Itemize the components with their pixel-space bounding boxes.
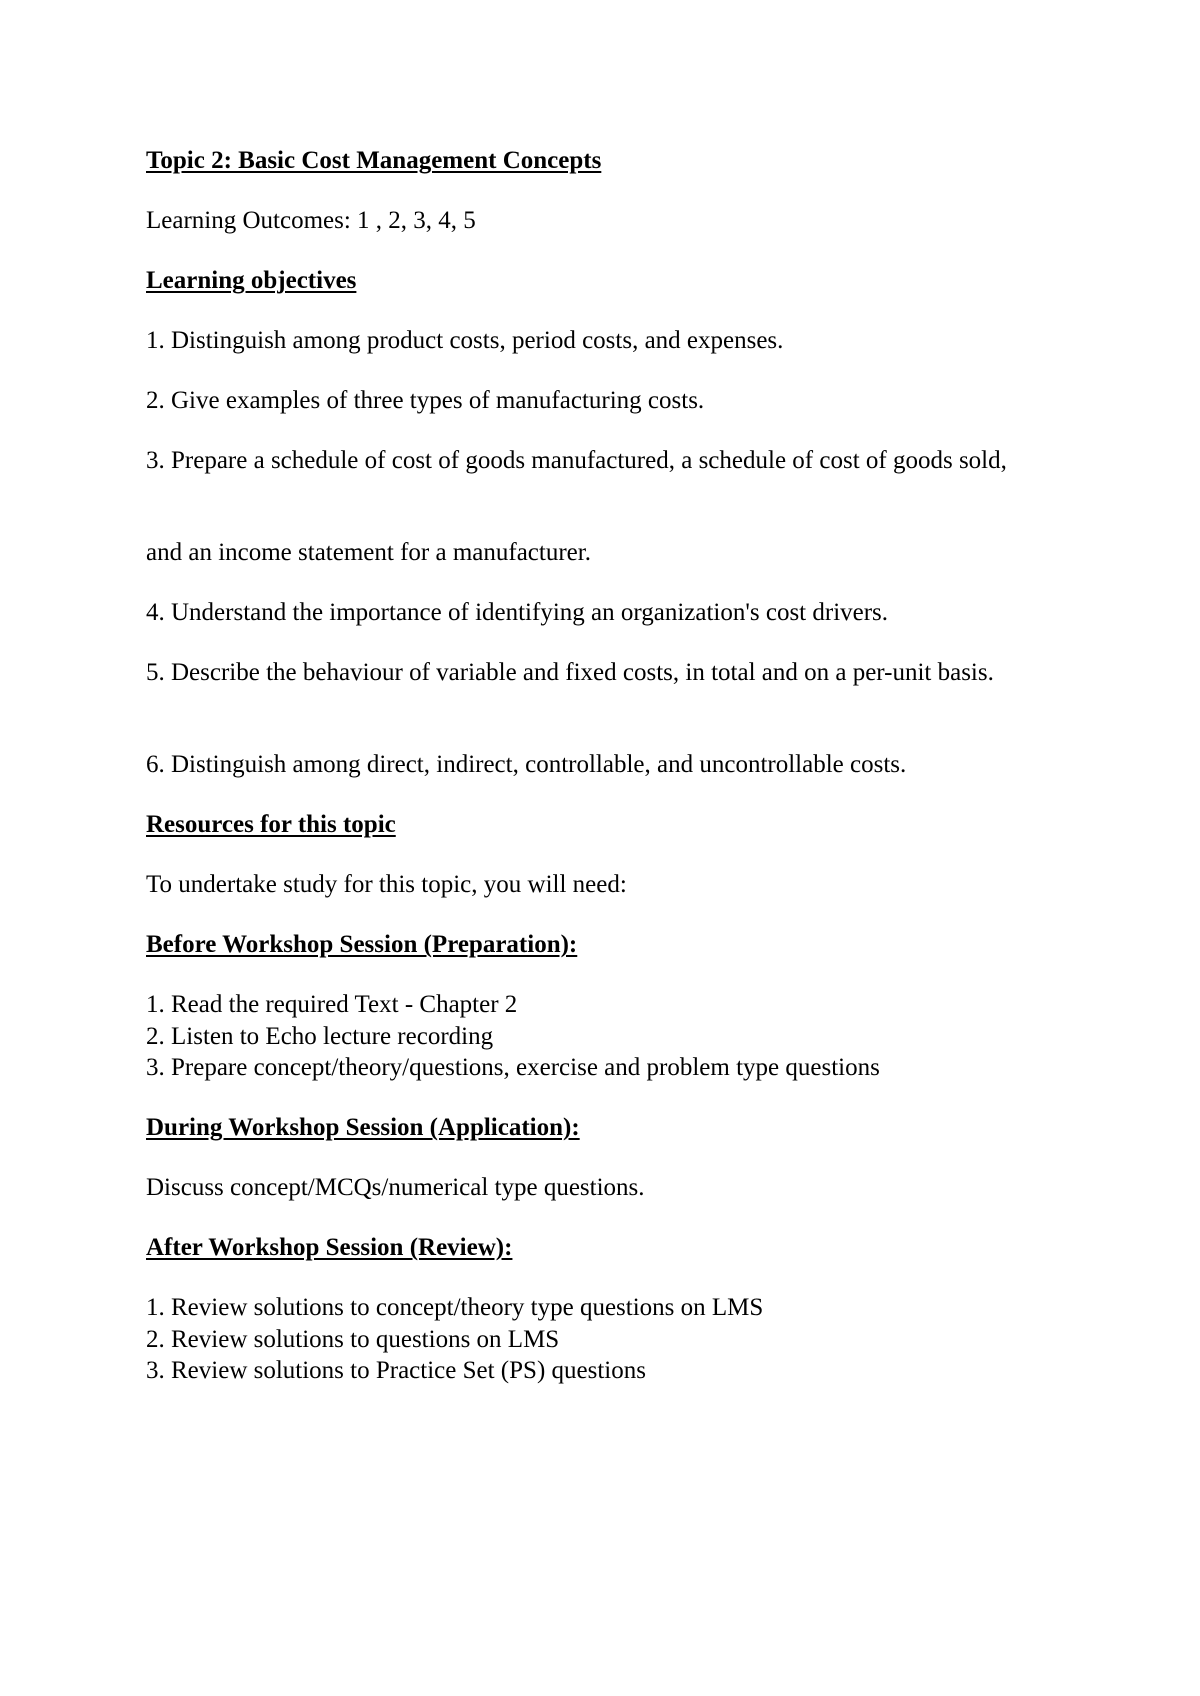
objective-item: 4. Understand the importance of identifying an organization's cost drivers. [146, 599, 889, 626]
objective-item-continued: and an income statement for a manufacturer. [146, 539, 591, 566]
resources-intro: To undertake study for this topic, you will need: [146, 871, 627, 898]
objective-item: 5. Describe the behaviour of variable and fixed costs, in total and on a per-unit basis. [146, 659, 994, 686]
before-item: 1. Read the required Text - Chapter 2 [146, 991, 518, 1018]
objective-item: 1. Distinguish among product costs, period costs, and expenses. [146, 327, 784, 354]
after-item: 3. Review solutions to Practice Set (PS) questions [146, 1357, 646, 1384]
page-title: Topic 2: Basic Cost Management Concepts [146, 147, 602, 174]
learning-objectives-heading: Learning objectives [146, 267, 357, 294]
after-item: 2. Review solutions to questions on LMS [146, 1326, 560, 1353]
learning-outcomes: Learning Outcomes: 1 , 2, 3, 4, 5 [146, 207, 476, 234]
during-text: Discuss concept/MCQs/numerical type questions. [146, 1174, 645, 1201]
after-workshop-heading: After Workshop Session (Review): [146, 1234, 513, 1261]
before-item: 2. Listen to Echo lecture recording [146, 1023, 494, 1050]
objective-item: 3. Prepare a schedule of cost of goods manufactured, a schedule of cost of goods sold, [146, 447, 1007, 474]
after-item: 1. Review solutions to concept/theory type questions on LMS [146, 1294, 764, 1321]
objective-item: 6. Distinguish among direct, indirect, controllable, and uncontrollable costs. [146, 751, 907, 778]
before-workshop-heading: Before Workshop Session (Preparation): [146, 931, 578, 958]
objective-item: 2. Give examples of three types of manufacturing costs. [146, 387, 705, 414]
resources-heading: Resources for this topic [146, 811, 396, 838]
before-item: 3. Prepare concept/theory/questions, exercise and problem type questions [146, 1054, 880, 1081]
during-workshop-heading: During Workshop Session (Application): [146, 1114, 580, 1141]
